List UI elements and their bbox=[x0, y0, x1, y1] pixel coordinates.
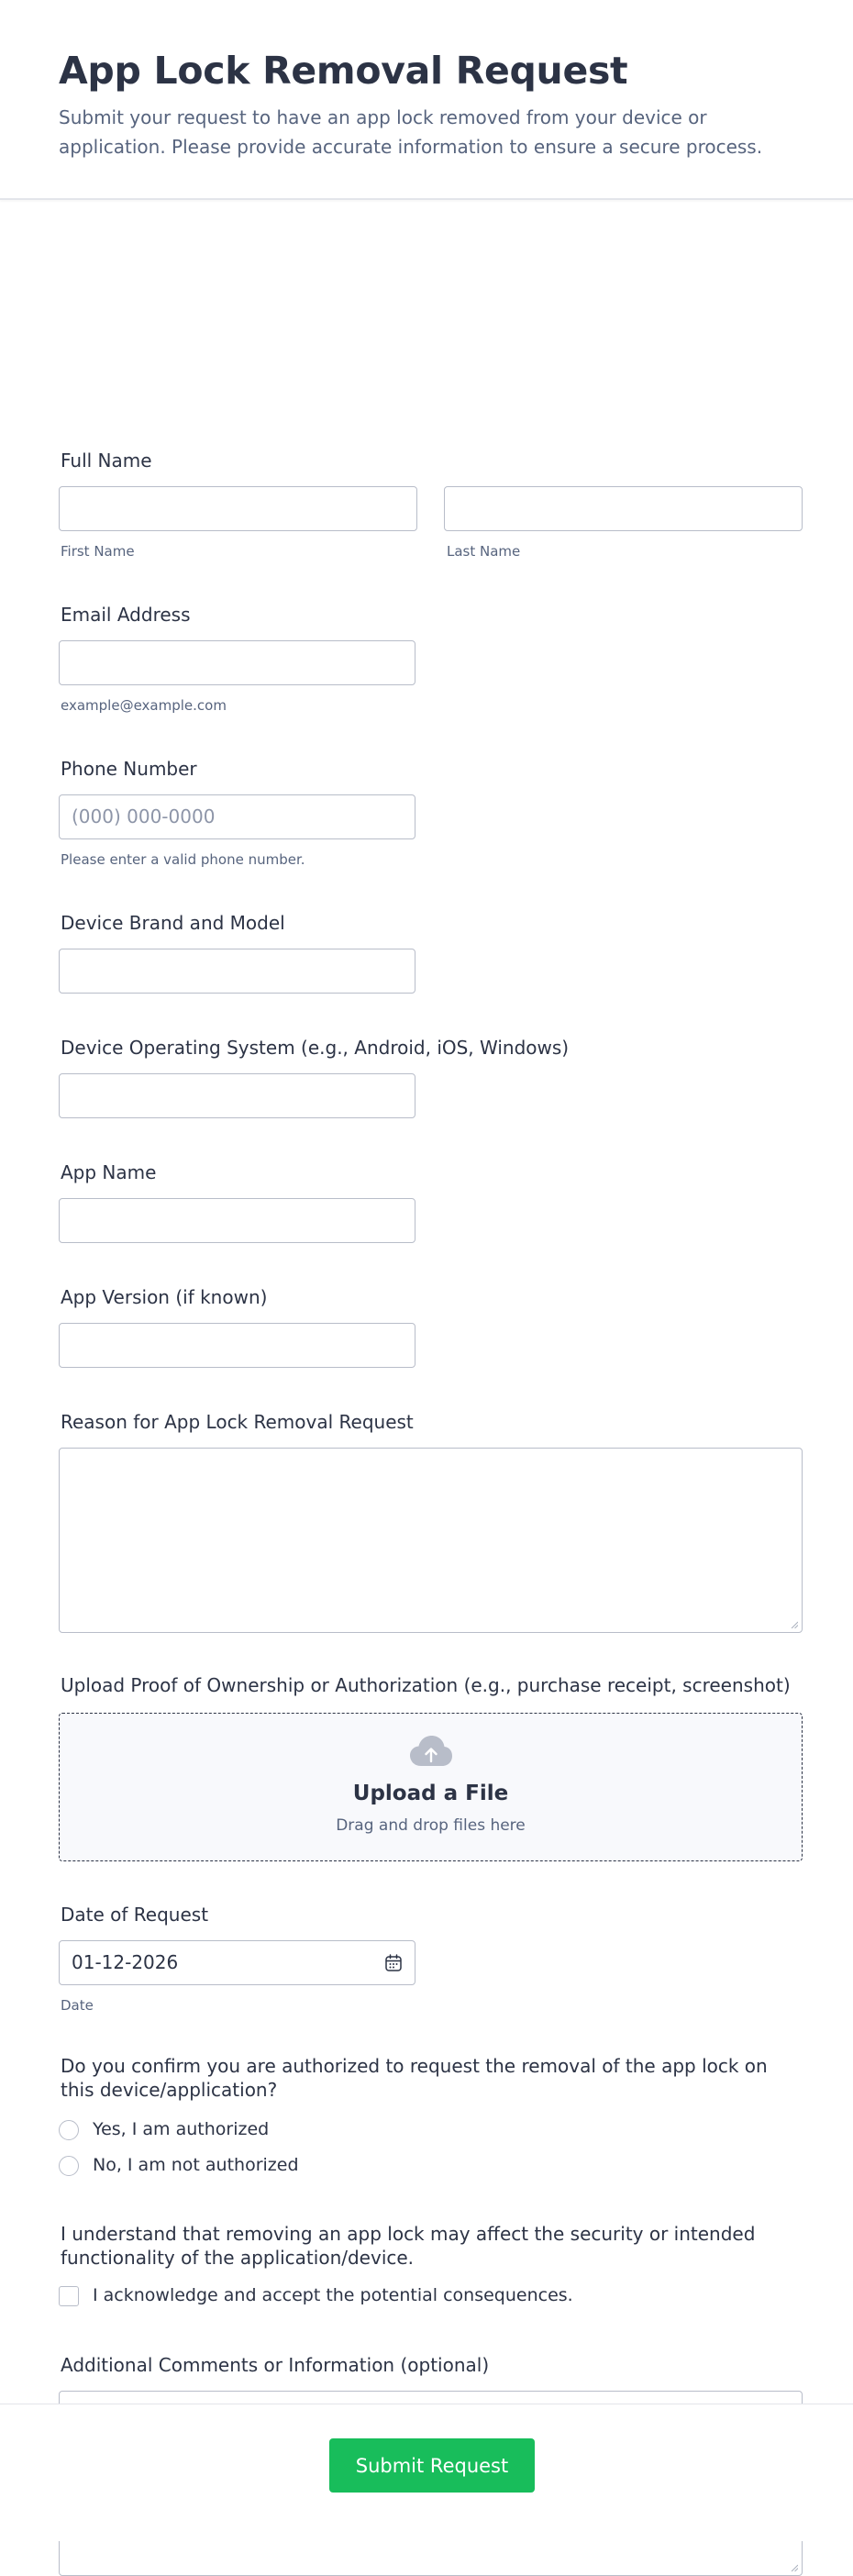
email-input[interactable] bbox=[59, 640, 415, 685]
file-upload-dropzone[interactable] bbox=[59, 1713, 803, 1861]
app-version-input[interactable] bbox=[59, 1323, 415, 1368]
last-name-input[interactable] bbox=[444, 486, 803, 531]
authorized-no-label[interactable]: No, I am not authorized bbox=[93, 2155, 299, 2175]
phone-placeholder: (000) 000-0000 bbox=[72, 805, 216, 827]
calendar-icon[interactable] bbox=[385, 1954, 402, 1971]
app-version-label: App Version (if known) bbox=[61, 1286, 268, 1308]
email-sublabel: example@example.com bbox=[61, 697, 227, 714]
acknowledge-question: I understand that removing an app lock may affect the security or intended functionality of the application/device. bbox=[61, 2223, 756, 2269]
form-description: Submit your request to have an app lock removed from your device or application. Please provide accurate information to ensure a secure process. bbox=[59, 106, 763, 158]
upload-label: Upload Proof of Ownership or Authorization (e.g., purchase receipt, screenshot) bbox=[61, 1674, 791, 1696]
first-name-input[interactable] bbox=[59, 486, 417, 531]
upload-subtitle: Drag and drop files here bbox=[336, 1816, 526, 1835]
phone-input[interactable] bbox=[59, 794, 415, 839]
date-input[interactable] bbox=[59, 1940, 415, 1985]
resize-handle-icon[interactable] bbox=[791, 1621, 798, 1628]
device-model-input[interactable] bbox=[59, 949, 415, 994]
phone-sublabel: Please enter a valid phone number. bbox=[61, 851, 305, 868]
form-header bbox=[0, 0, 853, 200]
form-title: App Lock Removal Request bbox=[59, 49, 628, 93]
date-value: 01-12-2026 bbox=[72, 1951, 179, 1973]
cloud-upload-icon bbox=[410, 1736, 452, 1767]
authorized-question: Do you confirm you are authorized to request the removal of the app lock on this device/application? bbox=[61, 2055, 768, 2101]
device-os-input[interactable] bbox=[59, 1073, 415, 1118]
full-name-label: Full Name bbox=[61, 450, 152, 472]
acknowledge-label[interactable]: I acknowledge and accept the potential consequences. bbox=[93, 2285, 573, 2305]
last-name-sublabel: Last Name bbox=[447, 543, 521, 560]
first-name-sublabel: First Name bbox=[61, 543, 135, 560]
resize-handle-icon[interactable] bbox=[791, 2564, 798, 2571]
upload-title: Upload a File bbox=[352, 1782, 509, 1805]
reason-textarea[interactable] bbox=[59, 1448, 803, 1633]
authorized-yes-radio[interactable] bbox=[59, 2120, 79, 2140]
email-label: Email Address bbox=[61, 604, 191, 626]
app-name-input[interactable] bbox=[59, 1198, 415, 1243]
submit-button[interactable]: Submit Request bbox=[329, 2438, 535, 2493]
device-model-label: Device Brand and Model bbox=[61, 912, 285, 934]
date-sublabel: Date bbox=[61, 1997, 94, 2014]
reason-label: Reason for App Lock Removal Request bbox=[61, 1411, 414, 1433]
authorized-yes-label[interactable]: Yes, I am authorized bbox=[93, 2119, 270, 2139]
phone-label: Phone Number bbox=[61, 758, 197, 780]
comments-label: Additional Comments or Information (optional) bbox=[61, 2354, 490, 2376]
device-os-label: Device Operating System (e.g., Android, iOS, Windows) bbox=[61, 1037, 570, 1059]
date-label: Date of Request bbox=[61, 1904, 209, 1926]
app-name-label: App Name bbox=[61, 1161, 157, 1183]
authorized-no-radio[interactable] bbox=[59, 2156, 79, 2176]
acknowledge-checkbox[interactable] bbox=[59, 2286, 79, 2306]
